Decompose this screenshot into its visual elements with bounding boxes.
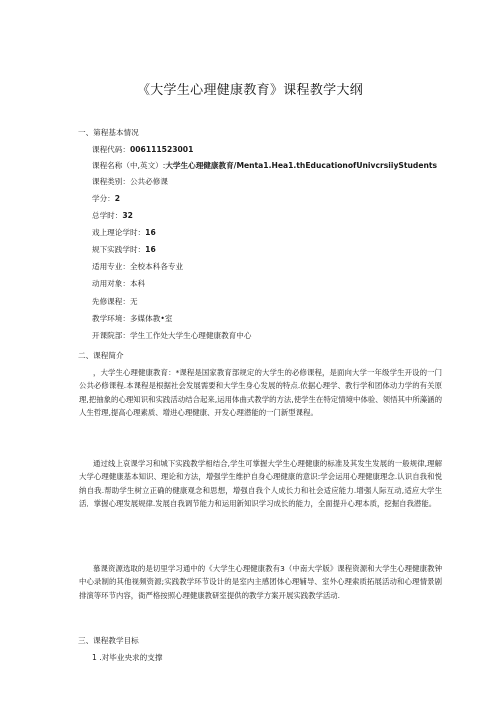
info-target-audience: 动用对象：本科 [92, 279, 146, 288]
section-1-heading: 一、第程基本情况 [78, 128, 139, 137]
document-title: 《大学生心理健康教育》课程教学大纲 [136, 83, 364, 98]
info-course-code: 课程代码：006111523001 [92, 145, 194, 154]
info-teaching-environment: 教学环境：多媒体教•室 [92, 314, 173, 323]
info-offering-department: 开课院部：学生工作处大学生心理健康教育中心 [92, 331, 252, 340]
info-total-hours: 总学时：32 [92, 211, 133, 220]
info-practice-hours: 规下实践学时：16 [92, 245, 156, 254]
info-theory-hours: 戏上理论学时：16 [92, 228, 156, 237]
section-2-heading: 二、课程简介 [78, 351, 124, 360]
info-credits: 学分：2 [92, 194, 121, 203]
info-applicable-majors: 适用专业：全校本科各专业 [92, 262, 184, 271]
intro-paragraph-2: 通过线上哀课学习和城下实践教学相结合,学生可掌握大学生心理健康的标准及其发生发展的一般规律,理解大学心理健康基本知识、理论和方法，增强学生维护自身心理健康的意识:学会运用心理健康理念.认识自我和悦纳自我.帮助学生树立正确的健康观念和思想，增强自我个人成长力和社会适应能力.增强人际互动,适应大学生活．掌握心理发展规律.发展自我调节能力和运用新知识学习成长的能力，全面提升心理本质，挖掘自我潜能。 [79, 459, 442, 509]
info-prerequisites: 先修课程：无 [92, 297, 138, 306]
info-course-category: 课程类别：公共必修课 [92, 177, 168, 186]
intro-paragraph-1: ，大学生心理健康教育：*课程是国家教育部规定的大学生的必修课程，是面向大学一年级学生开设的一门公共必修课程.本课程是根据社会发展需要和大学生身心发展的特点.依据心理学、教行学和团体动力学的有关原理,把抽象的心理知识和实践活动结合起来,运用体曲式教学的方法,使学生在特定情境中体验、领悟其中所藻涵的人生哲理,提高心理素质、增进心理健康、开发心理潜能的一门新型课程。 [79, 368, 442, 418]
intro-paragraph-3: 慕课资源选取的是切里学习通中的《大学生心理健康教有3（中南大学版》课程资源和大学生心理健康教钟中心录制的其他视频资源;实践教学环节设计的是室内主感团体心理辅导、室外心理索质拓展活动和心理情景剧排演等环节内容，衙严格按照心理健康教研室提供的教学方案开展实践教学活动. [79, 564, 442, 600]
info-course-name: 课程名称（中,英文）:大学生心理健康教育/Menta1.Hea1.thEducationofUnivcrsiiyStudents [92, 161, 438, 170]
section-3-heading: 三、课程教学目标 [78, 636, 139, 645]
section-3-subheading: 1 .对毕业央求的支撑 [92, 653, 163, 662]
